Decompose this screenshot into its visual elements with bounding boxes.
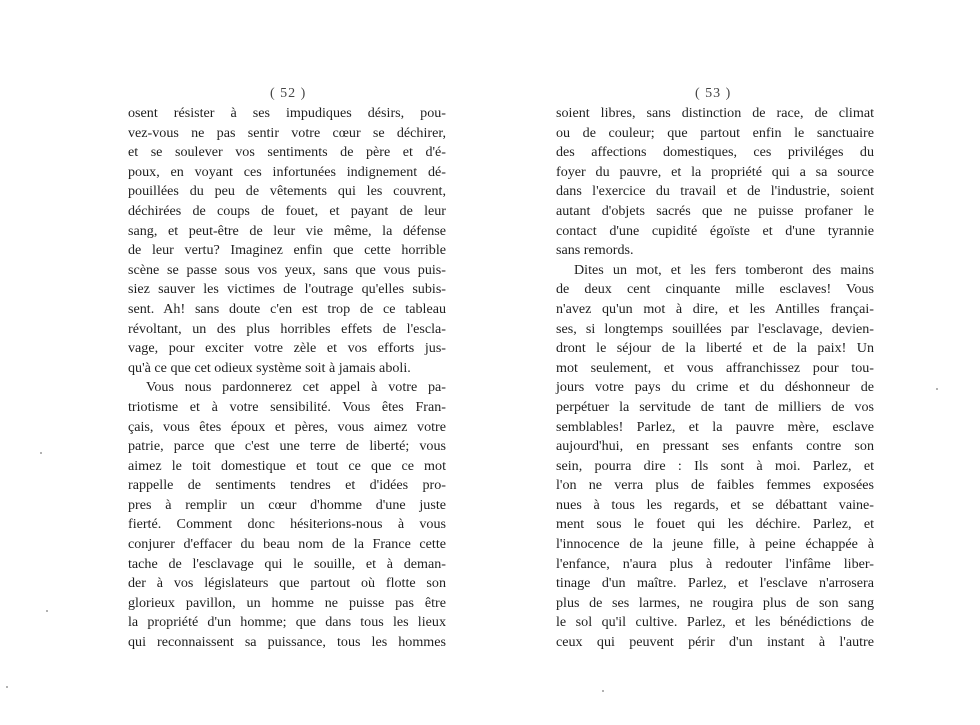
text-line: jours votre pays du crime et du déshonneur de <box>556 379 874 396</box>
text-line: sans remords. <box>556 242 634 259</box>
text-line: mot seulement, et vous affranchissez pour tou- <box>556 359 874 376</box>
text-line: ou de couleur; que partout enfin le sanctuaire <box>556 124 874 141</box>
text-line: la propriété d'un homme; que dans tous les lieux <box>128 614 446 631</box>
text-line: siez sauver les victimes de l'outrage qu'elles subis- <box>128 281 446 298</box>
right-page-text <box>556 104 874 653</box>
text-line: semblables! Parlez, et la pauvre mère, esclave <box>556 418 874 435</box>
text-line: dront le séjour de la liberté et de la paix! Un <box>556 340 874 357</box>
text-line: scène se passe sous vos yeux, sans que vous puis- <box>128 261 446 278</box>
paper-speck <box>40 452 42 454</box>
text-line: nues à tous les regards, et se débattant vaine- <box>556 496 874 513</box>
text-line: des affections domestiques, ces priviléges du <box>556 144 874 161</box>
text-line: aimez le toit domestique et tout ce que ce mot <box>128 457 446 474</box>
text-line: pres à remplir un cœur d'homme d'une juste <box>128 496 446 513</box>
text-line: conjurer d'effacer du beau nom de la France cette <box>128 536 446 553</box>
paper-speck <box>6 686 8 688</box>
text-line: triotisme et à votre sensibilité. Vous êtes Fran- <box>128 398 446 415</box>
text-line: n'avez qu'un mot à dire, et les Antilles françai- <box>556 300 874 317</box>
paper-speck <box>602 690 604 692</box>
text-line: soient libres, sans distinction de race, de climat <box>556 105 874 121</box>
text-line: fierté. Comment donc hésiterions-nous à vous <box>128 516 446 533</box>
paper-speck <box>936 388 938 390</box>
text-line: Dites un mot, et les fers tomberont des mains <box>574 261 874 278</box>
text-line: autant d'objets sacrés que ne puisse profaner le <box>556 202 874 219</box>
left-page-text <box>128 104 446 653</box>
text-line: déchirées de coups de fouet, et payant de leur <box>128 202 446 219</box>
text-line: sent. Ah! sans doute c'en est trop de ce tableau <box>128 300 446 317</box>
text-line: glorieux pavillon, un homme ne puisse pas être <box>128 594 446 611</box>
text-line: çais, vous êtes époux et pères, vous aimez votre <box>128 418 446 435</box>
text-line: perpétuer la servitude de tant de milliers de vos <box>556 398 874 415</box>
text-line: pouillées du peu de vêtements qui les couvrent, <box>128 183 446 200</box>
text-line: plus de ses larmes, ne rougira plus de son sang <box>556 594 874 611</box>
text-line: et se soulever vos sentiments de père et d'é- <box>128 144 446 161</box>
paper-speck <box>46 610 48 612</box>
text-line: osent résister à ses impudiques désirs, pou- <box>128 105 446 121</box>
page-number-right: ( 53 ) <box>695 86 732 101</box>
text-line: qui reconnaissent sa puissance, tous les hommes <box>128 634 446 651</box>
text-line: rappelle de sentiments tendres et d'idées pro- <box>128 477 446 494</box>
text-line: le sol qu'il cultive. Parlez, et les bénédictions de <box>556 614 874 631</box>
text-line: ceux qui peuvent périr d'un instant à l'autre <box>556 634 874 651</box>
text-line: sang, et peut-être de leur vie même, la défense <box>128 222 446 239</box>
text-line: poux, en voyant ces infortunées indignement dé- <box>128 163 446 180</box>
text-line: de deux cent cinquante mille esclaves! Vous <box>556 281 874 298</box>
right-page <box>490 0 980 725</box>
text-line: vez-vous ne pas sentir votre cœur se déchirer, <box>128 124 446 141</box>
text-line: révoltant, un des plus horribles effets de l'escla- <box>128 320 446 337</box>
text-line: contact d'une cupidité égoïste et d'une tyrannie <box>556 222 874 239</box>
text-line: tinage d'un maître. Parlez, et l'esclave n'arrosera <box>556 575 874 592</box>
text-line: tache de l'esclavage qui le souille, et à deman- <box>128 555 446 572</box>
text-line: patrie, parce que c'est une terre de liberté; vous <box>128 438 446 455</box>
page-number-left: ( 52 ) <box>270 86 307 101</box>
text-line: ment sous le fouet qui les déchire. Parlez, et <box>556 516 874 533</box>
text-line: ses, si longtemps souillées par l'esclavage, devien- <box>556 320 874 337</box>
text-line: Vous nous pardonnerez cet appel à votre pa- <box>146 379 446 396</box>
text-line: aujourd'hui, en pressant ses enfants contre son <box>556 438 874 455</box>
text-line: l'on ne verra plus de faibles femmes exposées <box>556 477 874 494</box>
text-line: foyer du pauvre, et la propriété qui a sa source <box>556 163 874 180</box>
text-line: vage, pour exciter votre zèle et vos efforts jus- <box>128 340 446 357</box>
text-line: der à vos législateurs que partout où flotte son <box>128 575 446 592</box>
text-line: sein, pourra dire : Ils sont à moi. Parlez, et <box>556 457 874 474</box>
text-line: dans l'exercice du travail et de l'industrie, soient <box>556 183 874 200</box>
text-line: l'enfance, n'aura plus à redouter l'infâme liber- <box>556 555 874 572</box>
text-line: qu'à ce que cet odieux système soit à jamais aboli. <box>128 359 411 376</box>
text-line: de leur vertu? Imaginez enfin que cette horrible <box>128 242 446 259</box>
text-line: l'innocence de la jeune fille, à peine échappée à <box>556 536 874 553</box>
